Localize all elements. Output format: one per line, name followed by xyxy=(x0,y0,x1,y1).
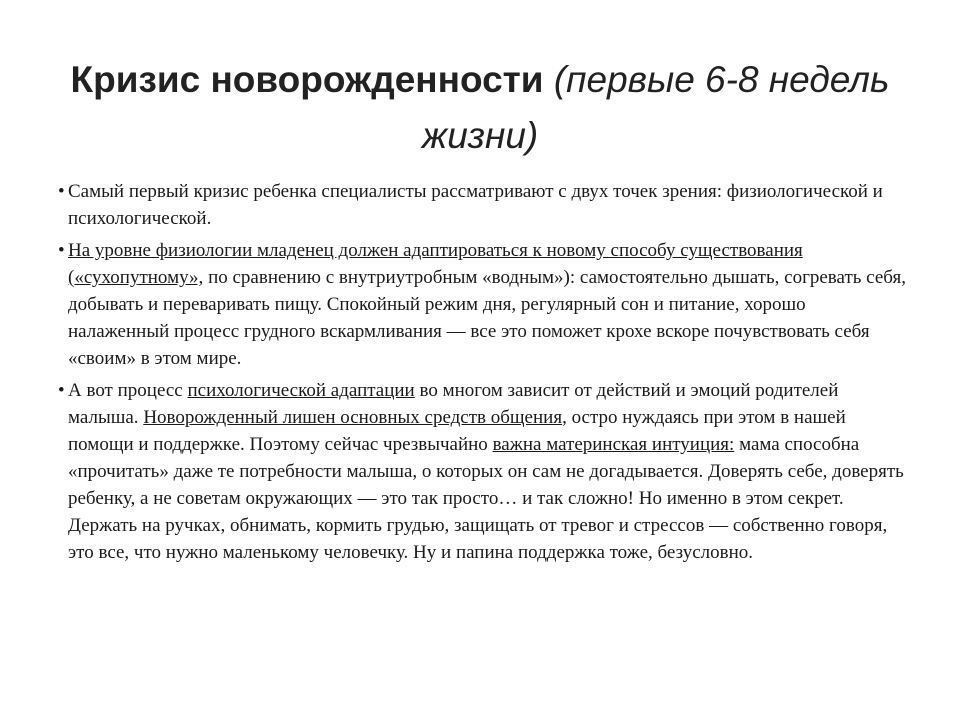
bullet-text: А вот процесс xyxy=(68,380,188,401)
bullet-dot-icon: • xyxy=(58,240,65,261)
bullet-text: мама способна «прочитать» даже те потребности малыша, о которых он сам не догадывается. Доверять себе, доверять ребенку, а не советам окружающих — это так просто… и так сложно! Но именно в этом секрет. Держать на ручках, обнимать, кормить грудью, защищать от тревог и стрессов — собственно говоря, это все, что нужно маленькому человечку. Ну и папина поддержка тоже, безусловно. xyxy=(68,434,904,563)
bullet-item xyxy=(58,237,907,372)
bullet-text: , остро нуждаясь при этом в нашей помощи и поддержке. Поэтому сейчас чрезвычайно xyxy=(68,407,846,455)
underlined-text: психологической адаптации xyxy=(187,380,415,401)
title-main: Кризис новорожденности xyxy=(70,59,544,100)
bullet-dot-icon: • xyxy=(58,181,65,202)
bullet-text: во многом зависит от действий и эмоций родителей малыша. xyxy=(68,380,839,428)
bullet-item xyxy=(58,377,907,566)
bullet-text: Самый первый кризис ребенка специалисты рассматривают с двух точек зрения: физиологической и психологической. xyxy=(68,181,883,229)
bullet-text: по сравнению с внутриутробным «водным»): самостоятельно дышать, согревать себя, добывать и переваривать пищу. Спокойный режим дня, регулярный сон и питание, хорошо налаженный процесс грудного вскармливания — все это поможет крохе вскоре почувствовать себя «своим» в этом мире. xyxy=(68,267,906,369)
slide-title xyxy=(40,52,920,164)
bullet-list xyxy=(58,178,907,571)
title-subtitle: (первые 6-8 недель жизни) xyxy=(421,59,890,156)
bullet-dot-icon: • xyxy=(58,380,65,401)
underlined-text: важна материнская интуиция: xyxy=(492,434,735,455)
underlined-text: Новорожденный лишен основных средств общения xyxy=(143,407,563,428)
underlined-text: На уровне физиологии младенец должен адаптироваться к новому способу существования («сухопутному», xyxy=(68,240,803,288)
bullet-item xyxy=(58,178,907,232)
